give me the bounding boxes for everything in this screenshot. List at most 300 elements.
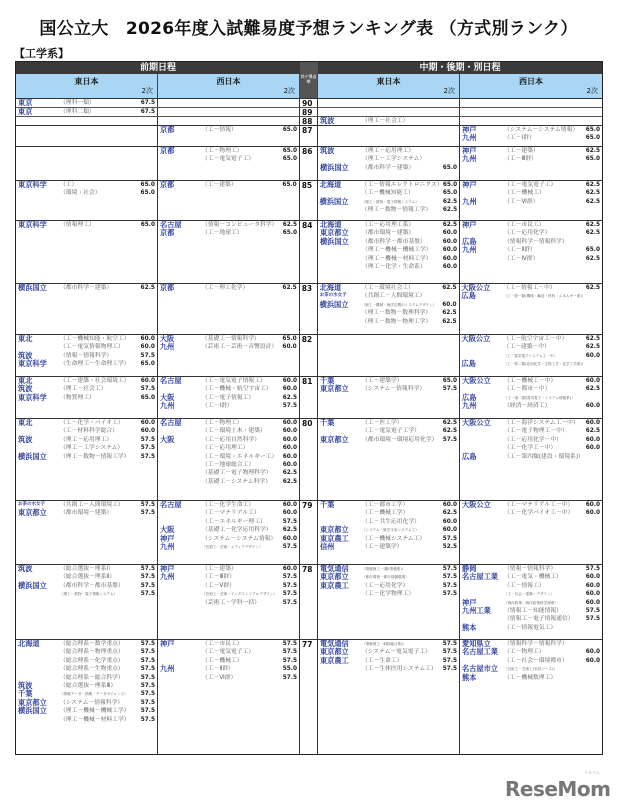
ranking-entry <box>18 648 155 656</box>
university-name <box>160 478 202 486</box>
ranking-entry <box>160 461 297 469</box>
university-name: 神戸 <box>462 125 477 134</box>
department-name: （工－共生応用化学） <box>361 518 420 525</box>
university-name: 東京都立 <box>319 525 349 535</box>
ranking-entry <box>462 427 600 435</box>
score-value: 60.0 <box>282 445 298 452</box>
cell-east-later <box>318 117 460 125</box>
university-name: 横浜国立 <box>319 299 349 309</box>
department-name: （理工－機械－機械工学） <box>60 708 130 715</box>
university-name: 大阪 <box>160 392 175 402</box>
department-name: （理工－機械－材料工学） <box>60 716 130 723</box>
cell-west-later <box>460 99 602 107</box>
department-name: （芸術工－芸術－インダストリアルデザイン） <box>202 592 277 597</box>
score-value: 65.0 <box>140 190 155 197</box>
score-value <box>585 640 600 648</box>
cell-east-later <box>318 335 460 376</box>
score-value <box>585 453 600 461</box>
university-name: 北海道 <box>319 220 342 229</box>
university-name: 北海道 <box>18 639 40 648</box>
second-exam-label: 2次 <box>283 87 296 95</box>
university-name: 九州 <box>159 342 175 352</box>
score-value: 60.0 <box>585 582 601 589</box>
score-value: 60.0 <box>442 255 457 262</box>
ranking-entry <box>160 665 297 673</box>
university-name: 東京都立 <box>319 572 349 582</box>
table-row <box>16 418 602 500</box>
score-value: 62.5 <box>585 344 601 351</box>
score-value: 57.5 <box>442 566 457 572</box>
ranking-entry <box>462 335 601 343</box>
university-name: 名古屋工業 <box>462 647 498 657</box>
score-value: 60.0 <box>585 510 601 517</box>
region-label: 西日本 <box>216 77 241 86</box>
university-name <box>320 590 362 598</box>
score-value: 57.5 <box>282 641 298 647</box>
department-name: （システム－システム情報） <box>504 127 579 133</box>
score-value: 60.0 <box>442 247 457 254</box>
university-name <box>320 665 362 673</box>
department-name: （工－材料科学総合） <box>60 428 118 435</box>
department-name: （情報－情報科学） <box>504 566 557 572</box>
cell-west-early <box>158 108 300 116</box>
university-name: 横浜国立 <box>18 706 47 716</box>
department-name: （情報科学－情報科学） <box>504 641 568 647</box>
score-value: 60.0 <box>585 591 601 598</box>
score-value: 65.0 <box>140 182 155 188</box>
ranking-entry <box>462 189 600 197</box>
department-name: （基礎工－電子物理科学） <box>202 470 272 477</box>
department-name: （情報データ－情報・データサイエンス） <box>60 692 128 697</box>
score-rate: 86 <box>300 147 318 180</box>
score-value: 65.0 <box>442 164 457 171</box>
university-name <box>18 657 60 665</box>
score-value: 60.0 <box>140 420 156 426</box>
ranking-entry <box>18 189 155 197</box>
department-name: （工－環境社会工） <box>361 285 414 291</box>
ranking-entry <box>462 198 600 206</box>
ranking-entry <box>320 117 457 125</box>
score-value: 57.5 <box>140 716 156 723</box>
region-header-east-later <box>318 74 460 98</box>
university-name: 東京科学 <box>18 392 47 402</box>
ranking-entry <box>462 453 600 461</box>
ranking-entry <box>462 444 600 452</box>
ranking-entry <box>462 377 600 385</box>
department-name: （理工－数物－電子情報システム） <box>60 592 118 597</box>
university-name <box>160 582 202 590</box>
table-body <box>16 98 602 754</box>
cell-west-later <box>460 126 602 146</box>
score-value: 57.5 <box>140 582 156 589</box>
department-name: （工－応用自然科学） <box>202 436 260 443</box>
university-name: 筑波 <box>319 146 335 155</box>
cell-east-early <box>16 117 158 125</box>
cell-east-early <box>16 284 158 334</box>
cell-east-later <box>318 419 460 500</box>
ranking-entry <box>462 147 600 155</box>
department-name: （工－海洋システム工－中） <box>504 420 579 426</box>
score-value: 62.5 <box>585 230 601 237</box>
university-name: 横浜国立 <box>319 196 349 206</box>
ranking-entry <box>18 716 155 724</box>
university-name: 東京都立 <box>18 697 47 707</box>
university-name: 静岡 <box>462 564 477 573</box>
university-name: 名古屋 <box>160 418 182 427</box>
score-value: 57.5 <box>585 566 601 572</box>
score-value: 57.5 <box>140 445 156 452</box>
department-name: （工－電気電子システム工－中） <box>503 353 558 358</box>
cell-east-later <box>318 126 460 146</box>
ranking-entry <box>160 221 297 229</box>
score-value: 62.5 <box>585 198 601 205</box>
score-value: 57.5 <box>140 502 156 508</box>
ranking-entry <box>320 419 457 427</box>
cell-east-early <box>16 99 158 107</box>
score-value: 62.5 <box>282 222 298 228</box>
department-name: （システム－情報科学） <box>60 699 124 706</box>
university-name: 筑波 <box>18 350 33 360</box>
score-value: 62.5 <box>585 285 601 291</box>
ranking-entry <box>18 377 155 385</box>
department-name: （工－応用理工系） <box>361 222 415 228</box>
department-name: （共創工－人間環境工） <box>60 502 124 508</box>
ranking-entry <box>160 543 297 551</box>
score-value: 62.5 <box>585 182 601 188</box>
ranking-entry <box>160 509 297 517</box>
table-row <box>16 107 602 116</box>
ranking-entry <box>320 255 457 263</box>
university-name: 東北 <box>18 418 33 427</box>
ranking-entry <box>160 640 297 648</box>
department-name: （工－機械工） <box>202 657 243 664</box>
department-name: （理工－機械－機械工学） <box>361 247 432 254</box>
department-name: （情報理工－Ⅰ類(情報系)） <box>361 567 406 571</box>
ranking-entry <box>320 535 457 543</box>
department-name: （工－化学・バイオ工） <box>60 420 124 426</box>
score-value: 57.5 <box>140 436 156 443</box>
score-value: 57.5 <box>140 657 156 664</box>
university-name: 電気通信 <box>319 639 349 648</box>
department-name: （情報－情報科学） <box>60 352 113 359</box>
ranking-entry <box>462 352 601 360</box>
score-rate: 82 <box>300 335 318 376</box>
university-name: 千葉 <box>319 500 335 509</box>
university-name: 熊本 <box>462 622 477 632</box>
region-label: 東日本 <box>74 77 99 86</box>
department-name: （工－航空宇宙工－中） <box>503 336 568 342</box>
department-name: （工－建築） <box>201 182 237 188</box>
ranking-entry <box>18 221 155 229</box>
cell-east-early <box>16 147 158 180</box>
ranking-entry <box>160 573 297 581</box>
cell-west-later <box>460 565 602 639</box>
university-name: お茶の水女子 <box>18 502 45 507</box>
university-name: 九州 <box>462 154 477 164</box>
ranking-entry <box>462 284 601 292</box>
university-name <box>18 189 60 197</box>
university-name <box>18 648 60 656</box>
score-value: 57.5 <box>442 657 457 664</box>
ranking-entry <box>160 582 297 590</box>
ranking-entry <box>18 640 155 648</box>
cell-east-later <box>318 640 460 754</box>
cell-west-early <box>158 126 300 146</box>
cell-east-early <box>16 377 158 418</box>
ranking-entry <box>320 164 457 172</box>
department-name: （総合選抜－理系Ⅱ） <box>60 574 116 581</box>
score-value <box>585 238 600 246</box>
ranking-entry <box>160 385 297 393</box>
department-name: （システム－情報科学） <box>361 386 426 393</box>
score-value: 60.0 <box>585 649 601 656</box>
university-name: 東京科学 <box>18 180 47 189</box>
score-value: 60.0 <box>282 428 298 435</box>
department-name: （工－機械・航空宇宙工） <box>202 386 272 393</box>
department-name: （工－第二類(電気電子・システム情報系)） <box>504 395 575 400</box>
cell-east-early <box>16 335 158 376</box>
university-name: 筑波 <box>18 434 33 444</box>
score-value: 60.0 <box>442 230 457 237</box>
department-name: （工－第二類(応用化学・生物工学・化学工学系)） <box>503 362 586 367</box>
department-name: （理工－社会工） <box>361 118 409 124</box>
department-name: （工－電気電子工学） <box>361 428 420 435</box>
cell-west-early <box>158 99 300 107</box>
cell-west-early <box>158 147 300 180</box>
cell-east-later <box>318 284 460 334</box>
ranking-entry <box>160 657 297 665</box>
university-name: 横浜国立 <box>18 283 47 292</box>
ranking-entry <box>320 509 457 517</box>
department-name: （理工－化学・生命系） <box>361 263 426 270</box>
university-name <box>18 665 60 673</box>
score-value: 60.0 <box>442 301 457 308</box>
table-row <box>16 180 602 220</box>
ranking-entry <box>160 518 297 526</box>
score-value: 62.5 <box>442 318 457 325</box>
ranking-entry <box>462 360 601 368</box>
university-name: 大阪 <box>160 525 175 535</box>
score-value: 60.0 <box>585 657 601 664</box>
ranking-entry <box>462 238 600 246</box>
department-name: （工－Ⅰ群） <box>504 135 535 142</box>
cell-west-later <box>460 147 602 180</box>
department-name: （基礎工－化学応用科学） <box>202 527 272 534</box>
score-rate: 79 <box>300 501 318 564</box>
university-name: 大阪公立 <box>462 376 491 385</box>
university-name: 筑波 <box>18 680 33 690</box>
score-value: 57.5 <box>140 674 156 681</box>
score-value: 57.5 <box>282 582 298 589</box>
score-value: 57.5 <box>442 574 457 581</box>
university-name: 横浜国立 <box>319 162 349 172</box>
department-name: （工－地球総合工） <box>202 461 255 468</box>
ranking-entry <box>320 263 457 271</box>
table-row <box>16 334 602 376</box>
university-name: 京都 <box>159 180 175 189</box>
university-name <box>160 444 202 452</box>
region-header-west-later <box>460 74 602 98</box>
region-header-row <box>16 74 602 98</box>
ranking-entry <box>18 509 155 517</box>
department-name: （共創工－人間環境工） <box>361 293 426 300</box>
cell-east-later <box>318 377 460 418</box>
university-name: 横浜国立 <box>319 236 349 246</box>
ranking-entry <box>462 419 600 427</box>
score-value: 60.0 <box>585 420 601 426</box>
university-name <box>462 427 504 435</box>
department-name: （工－地球工） <box>202 230 243 237</box>
ranking-entry <box>160 229 297 237</box>
university-name: 広島 <box>462 451 477 461</box>
ranking-entry <box>462 665 600 673</box>
department-name: （工－Ⅳ群） <box>504 255 539 262</box>
university-name <box>320 206 362 214</box>
department-name: （理工－数物－数理科学） <box>361 310 432 317</box>
score-value: 60.0 <box>585 352 601 359</box>
university-name: 電気通信 <box>319 564 349 573</box>
department-name: （工－情報工－中） <box>503 285 556 291</box>
score-rate: 78 <box>300 565 318 639</box>
score-rate: 83 <box>300 284 318 334</box>
score-value: 57.5 <box>140 574 156 581</box>
ranking-entry <box>320 238 457 246</box>
ranking-entry <box>18 665 155 673</box>
ranking-entry <box>462 501 600 509</box>
department-name: （総合理系－総合科学） <box>60 674 124 681</box>
department-name: （総合選抜－理系Ⅰ） <box>60 566 114 572</box>
cell-east-later <box>318 181 461 220</box>
university-name: 東京 <box>18 98 33 107</box>
university-name: 熊本 <box>462 672 477 682</box>
cell-west-later <box>460 501 602 564</box>
score-value: 62.5 <box>442 510 457 517</box>
score-header-dark <box>300 62 318 74</box>
ranking-entry <box>462 155 600 163</box>
department-name: （芸術工－芸術工(実技コース)） <box>504 667 557 672</box>
cell-east-later <box>318 565 460 639</box>
ranking-entry <box>320 147 457 155</box>
department-name: （物質理工） <box>60 394 95 401</box>
cell-east-early <box>16 501 158 564</box>
score-value: 57.5 <box>282 574 298 581</box>
score-value: 62.5 <box>585 386 601 393</box>
ranking-entry <box>160 155 297 163</box>
ranking-entry <box>320 665 457 673</box>
university-name: 東京 <box>18 107 33 116</box>
cell-west-early <box>158 284 300 334</box>
score-value: 60.0 <box>442 518 457 525</box>
university-name: 東京都立 <box>18 508 47 518</box>
score-rate: 89 <box>300 108 318 116</box>
department-name: （工－社会－環境都市） <box>504 657 568 664</box>
ranking-entry <box>160 674 297 682</box>
cell-east-later <box>318 501 460 564</box>
university-name: 名古屋市立 <box>462 664 498 674</box>
score-value: 57.5 <box>282 599 298 606</box>
department-name: （理工－機械・海洋空間のシステムデザイン） <box>361 302 437 307</box>
ranking-entry <box>18 453 155 461</box>
department-name: （工－化学生命工） <box>202 502 255 508</box>
ranking-entry <box>462 509 600 517</box>
ranking-entry <box>320 385 457 393</box>
ranking-entry <box>160 126 297 134</box>
score-value: 60.0 <box>140 344 155 351</box>
score-value: 60.0 <box>585 599 601 606</box>
cell-east-early <box>16 126 158 146</box>
department-name: （工－情報工） <box>504 582 545 589</box>
score-value <box>442 292 457 300</box>
table-row <box>16 376 602 418</box>
department-name: （工－Ⅰ群） <box>202 403 233 410</box>
score-value: 57.5 <box>282 649 298 656</box>
university-name: お茶の水女子 <box>319 293 347 299</box>
department-name: （情報理工－Ⅱ類(融合系)） <box>361 642 407 646</box>
cell-west-later <box>460 419 602 500</box>
department-name: （理工－応用理工） <box>361 148 415 154</box>
score-value: 60.0 <box>282 420 298 426</box>
university-name: 神戸 <box>462 597 477 607</box>
department-name: （経済－経済工） <box>504 403 551 410</box>
department-name: （工－情報） <box>202 127 237 133</box>
department-name: （総合理系－生物重点） <box>60 666 124 673</box>
score-value <box>585 665 600 673</box>
ranking-entry <box>320 198 458 206</box>
ranking-entry <box>462 590 600 598</box>
department-name: （総合理系－化学重点） <box>60 657 124 664</box>
score-rate: 88 <box>300 117 318 125</box>
department-name: （工－第一類(機械・輸送・材料・エネルギー系)） <box>503 294 586 299</box>
department-name: （工－都市－中） <box>504 386 551 393</box>
department-name: （理工－数物－電子情報システム） <box>361 199 419 204</box>
ranking-entry <box>462 181 600 189</box>
university-name <box>160 599 202 607</box>
score-value: 62.5 <box>442 207 458 214</box>
university-name <box>18 716 60 724</box>
department-name: （都市科学－都市基盤） <box>361 238 426 245</box>
department-name: （工－建築） <box>202 566 237 572</box>
department-name: （工－情報エレクトロニクス） <box>361 182 443 188</box>
second-exam-label: 2次 <box>141 87 154 95</box>
ranking-entry <box>462 292 601 300</box>
ranking-entry <box>320 436 457 444</box>
department-name: （工－電気電子工） <box>202 649 255 656</box>
ranking-entry <box>18 707 155 715</box>
university-name <box>320 309 362 317</box>
region-header-east-early <box>16 74 158 98</box>
department-name: （工－機械工） <box>504 190 545 197</box>
score-value <box>585 624 600 632</box>
department-name: （工－機械工－中） <box>504 378 557 384</box>
department-name: （海洋政策－海洋政策科学理系） <box>504 600 558 605</box>
score-value: 60.0 <box>585 436 601 443</box>
department-name: （工－物理工） <box>202 148 243 154</box>
department-name: （都市環境－都市基盤環境） <box>361 575 409 580</box>
score-value: 60.0 <box>585 502 601 508</box>
department-name: （工－Ⅲ群） <box>202 574 235 581</box>
university-name: 名古屋 <box>160 500 182 509</box>
cell-east-later <box>318 221 460 283</box>
university-name: 東北 <box>18 334 33 343</box>
university-name: 京都 <box>159 283 175 292</box>
score-value: 60.0 <box>442 263 457 270</box>
section-label: 【工学系】 <box>14 47 69 60</box>
university-name <box>320 318 362 326</box>
score-value <box>585 292 600 300</box>
cell-west-early <box>158 640 300 754</box>
department-name: （工－Ⅱ群） <box>504 247 536 254</box>
department-name: （理工－社会工） <box>60 386 107 393</box>
